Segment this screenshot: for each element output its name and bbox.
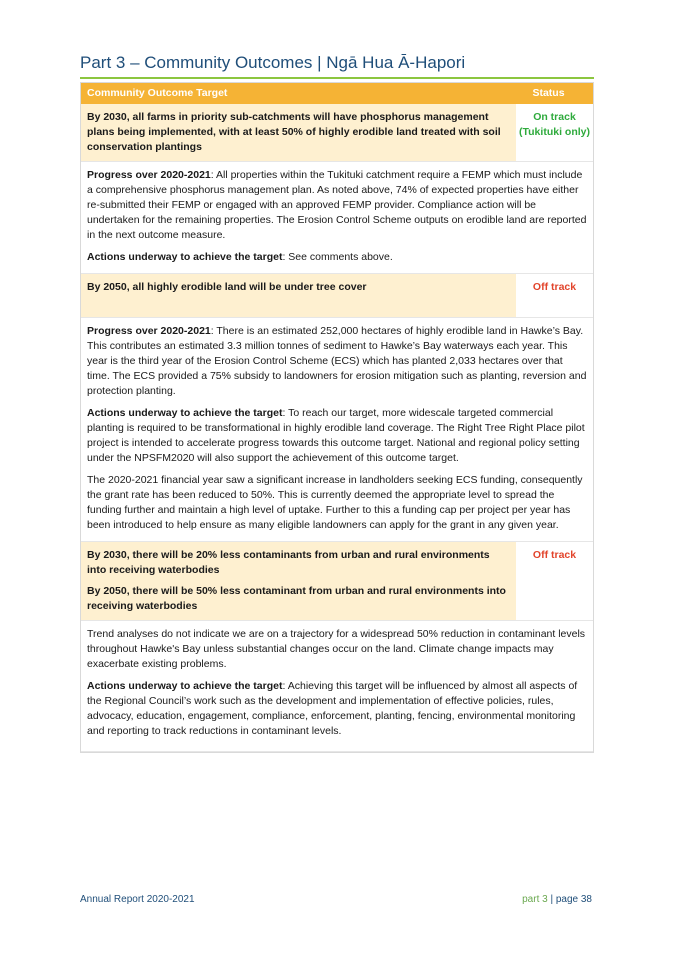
target-text: By 2050, there will be 50% less contaminant from urban and rural environments into receiving waterbodies — [87, 585, 506, 612]
status-badge: On track (Tukituki only) — [516, 104, 593, 161]
title-divider — [80, 77, 594, 79]
note-paragraph: The 2020-2021 financial year saw a significant increase in landholders seeking ECS funding, consequently the grant rate has been reduced to 50%. This is currently deemed the appropriate level to spread the funding further and maintain a high level of uptake. Further to this a funding cap per project per year has been introduced to help ensure as many eligible landowners can apply for the grant in any given year. — [87, 474, 583, 531]
footer-page: page 38 — [555, 894, 592, 905]
status-badge: Off track — [516, 274, 593, 317]
footer-part: part 3 — [522, 894, 548, 905]
target-row-1 — [81, 104, 593, 161]
header-target: Community Outcome Target — [87, 87, 228, 99]
table-header-row — [81, 83, 593, 104]
page-title: Part 3 – Community Outcomes | Ngā Hua Ā-Hapori — [80, 53, 466, 72]
progress-paragraph: Progress over 2020-2021: There is an estimated 252,000 hectares of highly erodible land in Hawke’s Bay. This contributes an estimated 3.3 million tonnes of sediment to Hawke’s Bay waterways each year. This year is the third year of the Erosion Control Scheme (ECS) which has planted 2,033 hectares over that time. The ECS provided a 75% subsidy to landowners for erosion mitigation such as planting, reversion and protection planting. — [87, 325, 587, 397]
actions-paragraph: Actions underway to achieve the target: To reach our target, more widescale targeted commercial planting is required to be transformational in highly erodible land coverage. The Right Tree Right Place pilot project is intended to accelerate progress towards this outcome target. National and regional policy setting under the NPSFM2020 will also support the achievement of this outcome target. — [87, 407, 585, 464]
actions-paragraph: Actions underway to achieve the target: Achieving this target will be influenced by almost all aspects of the Regional Council’s work such as the development and implementation of effective policies, rules, advocacy, education, engagement, compliance, enforcement, planting, fencing, environmental monitoring and reporting to track reductions in contaminant levels. — [87, 680, 578, 737]
footer-separator: | — [547, 894, 556, 905]
trend-paragraph: Trend analyses do not indicate we are on a trajectory for a widespread 50% reduction in contaminant levels throughout Hawke's Bay unless substantial changes occur on the land. Climate change impacts may exacerbate existing problems. — [87, 628, 586, 670]
progress-paragraph: Progress over 2020-2021: All properties within the Tukituki catchment require a FEMP which must include a comprehensive phosphorus management plan. As noted above, 74% of expected properties have either re-submitted their FEMP or engaged with an approved FEMP provider. Compliance action will be undertaken for the remaining properties. The Erosion Control Scheme outputs on erodible land are reported in the next outcome measure. — [87, 169, 587, 241]
footer-report-title: Annual Report 2020-2021 — [80, 894, 195, 905]
target-text: By 2030, all farms in priority sub-catchments will have phosphorus management plans being implemented, with at least 50% of highly erodible land treated with soil conservation plantings — [87, 111, 501, 153]
status-badge: Off track — [516, 542, 593, 620]
progress-block-1 — [81, 161, 593, 274]
target-text: By 2030, there will be 20% less contaminants from urban and rural environments into receiving waterbodies — [87, 549, 490, 576]
footer-page-number — [522, 894, 592, 905]
target-row-3 — [81, 542, 593, 620]
progress-block-3 — [81, 620, 593, 752]
progress-block-2 — [81, 317, 593, 542]
target-row-2 — [81, 274, 593, 317]
header-status: Status — [532, 87, 565, 99]
target-text: By 2050, all highly erodible land will be under tree cover — [87, 281, 367, 293]
actions-paragraph: Actions underway to achieve the target: See comments above. — [87, 251, 393, 263]
outcomes-table — [80, 82, 594, 753]
